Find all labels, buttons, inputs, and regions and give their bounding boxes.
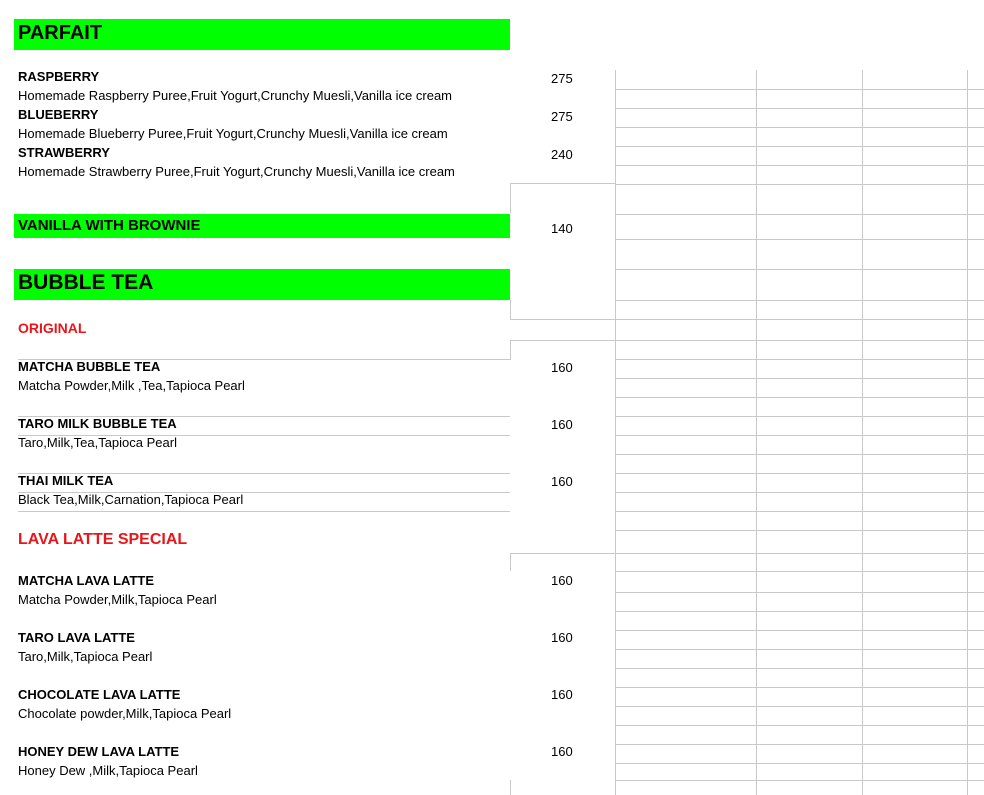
item-name: RASPBERRY [18,69,100,84]
grid-line [510,183,511,213]
item-name: MATCHA LAVA LATTE [18,573,154,588]
item-price: 160 [551,573,573,588]
grid-line [510,553,615,554]
grid-line [510,780,511,795]
item-name: STRAWBERRY [18,145,110,160]
item-description: Homemade Raspberry Puree,Fruit Yogurt,Crunchy Muesli,Vanilla ice cream [18,88,453,103]
grid-line [615,725,984,726]
grid-line [615,668,984,669]
section-header-vanilla-brownie [14,214,510,238]
grid-line [615,359,984,360]
item-price: 160 [551,360,573,375]
grid-line [615,397,984,398]
item-description: Homemade Strawberry Puree,Fruit Yogurt,Crunchy Muesli,Vanilla ice cream [18,164,455,179]
grid-line [615,108,984,109]
grid-line [615,706,984,707]
grid-line [615,571,984,572]
item-name: CHOCOLATE LAVA LATTE [18,687,181,702]
grid-line [510,340,615,341]
grid-line [615,763,984,764]
item-name: HONEY DEW LAVA LATTE [18,744,180,759]
subsection-title-lava-latte: LAVA LATTE SPECIAL [18,531,188,548]
item-description: Homemade Blueberry Puree,Fruit Yogurt,Crunchy Muesli,Vanilla ice cream [18,126,448,141]
grid-line [615,378,984,379]
grid-line [615,630,984,631]
grid-line [615,511,984,512]
grid-line [615,127,984,128]
grid-line [510,300,511,320]
grid-line [615,592,984,593]
grid-line [615,214,984,215]
item-description: Taro,Milk,Tapioca Pearl [18,649,153,664]
grid-line [615,649,984,650]
grid-line [615,239,984,240]
item-name: THAI MILK TEA [18,473,114,488]
grid-line [615,553,984,554]
item-description: Taro,Milk,Tea,Tapioca Pearl [18,435,177,450]
grid-line [615,146,984,147]
item-name: TARO MILK BUBBLE TEA [18,416,177,431]
item-price: 160 [551,474,573,489]
section-title: VANILLA WITH BROWNIE [18,217,201,234]
item-price: 275 [551,71,573,86]
grid-line [615,340,984,341]
grid-line [615,492,984,493]
item-description: Matcha Powder,Milk,Tapioca Pearl [18,592,217,607]
grid-line [615,319,984,320]
grid-line [510,183,615,184]
item-price: 240 [551,147,573,162]
section-header-bubble-tea [14,269,510,300]
grid-line [615,454,984,455]
section-header-parfait [14,19,510,50]
item-price: 160 [551,687,573,702]
item-description: Black Tea,Milk,Carnation,Tapioca Pearl [18,492,244,507]
grid-line [615,530,984,531]
item-description: Honey Dew ,Milk,Tapioca Pearl [18,763,198,778]
item-name: MATCHA BUBBLE TEA [18,359,161,374]
grid-line [615,184,984,185]
grid-line [615,435,984,436]
grid-line [615,744,984,745]
grid-line [615,780,984,781]
item-name: TARO LAVA LATTE [18,630,135,645]
section-title: PARFAIT [18,22,103,44]
item-description: Matcha Powder,Milk ,Tea,Tapioca Pearl [18,378,245,393]
grid-line [615,89,984,90]
grid-line [18,511,510,512]
section-title: BUBBLE TEA [18,271,154,294]
grid-line [510,553,511,571]
subsection-title-original: ORIGINAL [18,320,87,336]
grid-line [615,416,984,417]
grid-line [615,269,984,270]
item-price: 160 [551,744,573,759]
grid-line [510,340,511,360]
item-price: 140 [551,221,573,236]
grid-line [615,165,984,166]
grid-line [615,473,984,474]
item-description: Chocolate powder,Milk,Tapioca Pearl [18,706,232,721]
grid-line [510,319,615,320]
item-price: 160 [551,630,573,645]
item-name: BLUEBERRY [18,107,99,122]
grid-line [615,687,984,688]
item-price: 160 [551,417,573,432]
grid-line [615,300,984,301]
item-price: 275 [551,109,573,124]
grid-line [615,611,984,612]
